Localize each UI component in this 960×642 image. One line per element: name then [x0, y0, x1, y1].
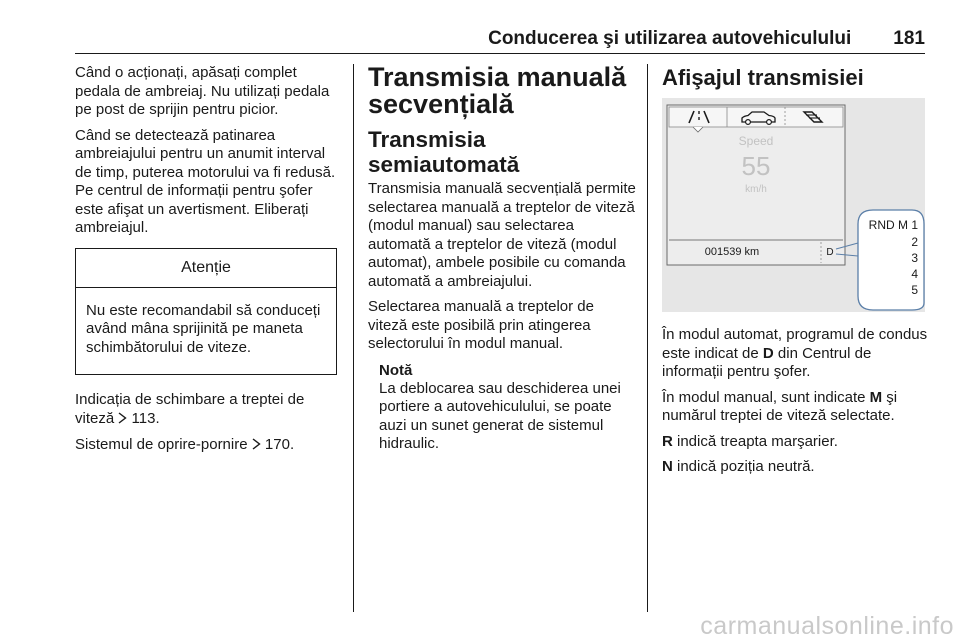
column-divider-1: [353, 64, 354, 612]
arrow-right-icon: [118, 411, 127, 430]
speed-label: Speed: [738, 134, 774, 148]
column-left: [75, 64, 337, 463]
gear-indicator: D: [826, 247, 834, 258]
column-right: [662, 64, 928, 484]
callout-gear-4: 4: [911, 267, 918, 281]
reference-shift-indicator: Indicația de schimbare a treptei de viteză 113.: [75, 391, 337, 429]
section-heading: Transmisia manuală secvențială: [368, 62, 627, 119]
paragraph-reverse: R indică treapta marşarier.: [662, 432, 838, 450]
paragraph-clutch-slip: Când se detectează patinarea ambreiajului pentru un anumit interval de timp, puterea motorului va fi redusă. Pe centrul de informații pentru şofer este afişat un avertisment. Eliberați ambreiajul.: [75, 126, 336, 236]
note-text: La deblocarea sau deschiderea unei portiere a autovehiculului, se poate auzi un sunet generat de sistemul hidraulic.: [379, 379, 621, 452]
section-subheading: Transmisia semiautomată: [368, 127, 520, 177]
reference-stop-start: Sistemul de oprire-pornire 170.: [75, 436, 337, 456]
warning-title: Atenție: [76, 249, 336, 288]
watermark: carmanualsonline.info: [700, 612, 954, 640]
callout-gear-3: 3: [911, 251, 918, 265]
page-number: 181: [893, 28, 925, 49]
header-rule: [75, 53, 925, 54]
paragraph-manual-mode: În modul manual, sunt indicate M şi numărul treptei de viteză selectate.: [662, 388, 898, 424]
link-page-170[interactable]: 170: [264, 436, 290, 453]
callout-gear-5: 5: [911, 283, 918, 297]
page-header: [75, 28, 925, 50]
paragraph-manual-selection: Selectarea manuală a treptelor de viteză este posibilă prin atingerea selectorului în modul manual.: [368, 298, 594, 352]
paragraph-clutch-pedal: Când o acționați, apăsați complet pedala de ambreiaj. Nu utilizați pedala pe post de sprijin pentru picior.: [75, 64, 330, 118]
note-block: [368, 362, 636, 454]
header-title: Conducerea şi utilizarea autovehiculului: [488, 28, 852, 49]
arrow-right-icon: [252, 437, 261, 456]
speed-value: 55: [741, 151, 771, 181]
paragraph-neutral: N indică poziția neutră.: [662, 458, 815, 475]
speed-unit: km/h: [745, 184, 767, 195]
transmission-display-figure: [662, 98, 925, 312]
link-page-113[interactable]: 113: [131, 409, 156, 427]
column-divider-2: [647, 64, 648, 612]
callout-gear-2: 2: [911, 235, 918, 249]
warning-text: Nu este recomandabil să conduceți având mâna sprijinită pe maneta schimbătorului de viteze.: [86, 301, 321, 356]
paragraph-automatic-mode: În modul automat, programul de condus este indicat de D din Centrul de informații pentru şofer.: [662, 326, 928, 380]
column-middle: [368, 64, 636, 461]
paragraph-transmission-intro: Transmisia manuală secvențială permite selectarea manuală a treptelor de viteză (modul manual) sau selectarea automată a treptelor de viteză (modul automat), ambele posibile cu comanda automată a ambreiajului.: [368, 180, 636, 290]
display-heading: Afişajul transmisiei: [662, 65, 864, 90]
warning-box: [75, 248, 337, 376]
callout-gear-row: RND M 1: [868, 218, 918, 232]
odometer: 001539 km: [704, 246, 760, 258]
note-title: Notă: [379, 361, 413, 379]
